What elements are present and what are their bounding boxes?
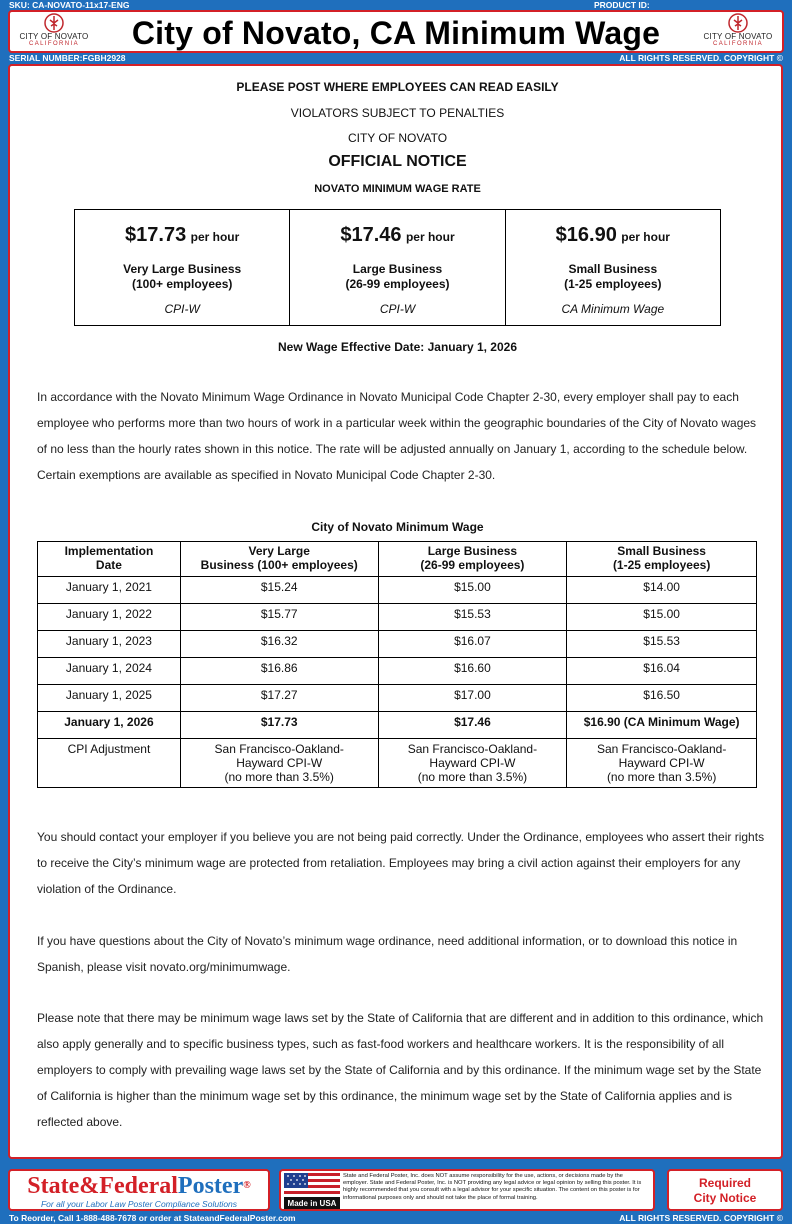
brand-reg: ® <box>243 1180 251 1191</box>
table-row-cpi <box>38 739 757 788</box>
table-cell: San Francisco-Oakland- Hayward CPI-W (no more than 3.5%) <box>567 739 757 788</box>
column-header: Large Business (26-99 employees) <box>378 542 567 577</box>
rate-amount: $17.46 <box>340 224 402 246</box>
state-law-paragraph: Please note that there may be minimum wage laws set by the State of California that are different and in addition to this ordinance, which also apply generally and to specific business types, such as fast-food workers and healthcare workers. It is the responsibility of all employers to comply with prevailing wage laws set by the State of California and by this ordinance. If the minimum wage set by the State of California is higher than the minimum wage set by this ordinance, the minimum wage set by the State of California applies and is reflected above. <box>37 1011 764 1129</box>
rate-index: CPI-W <box>379 302 416 316</box>
column-header: Small Business (1-25 employees) <box>567 542 757 577</box>
brand-state: State <box>27 1173 80 1199</box>
table-cell: January 1, 2025 <box>38 685 181 712</box>
city-seal-icon <box>728 13 748 33</box>
table-cell: San Francisco-Oakland- Hayward CPI-W (no more than 3.5%) <box>378 739 567 788</box>
table-cell: $16.07 <box>378 631 567 658</box>
rate-cell-large <box>290 210 505 325</box>
logo-city-name: CITY OF NOVATO <box>19 32 89 41</box>
table-row <box>38 685 757 712</box>
column-header: Very Large Business (100+ employees) <box>180 542 378 577</box>
rate-unit: per hour <box>621 230 670 244</box>
rate-heading: NOVATO MINIMUM WAGE RATE <box>314 183 481 195</box>
rate-tier: Large Business <box>352 262 443 276</box>
table-cell: January 1, 2026 <box>38 712 181 739</box>
table-cell: $16.32 <box>180 631 378 658</box>
table-cell: San Francisco-Oakland- Hayward CPI-W (no more than 3.5%) <box>180 739 378 788</box>
penalty-warning: VIOLATORS SUBJECT TO PENALTIES <box>290 106 505 120</box>
post-instruction: PLEASE POST WHERE EMPLOYEES CAN READ EASILY <box>236 80 559 94</box>
table-cell: $17.00 <box>378 685 567 712</box>
questions-paragraph: If you have questions about the City of Novato’s minimum wage ordinance, need additional information, or to download this notice in Spanish, please visit novato.org/minimumwage. <box>37 934 738 974</box>
rate-cell-very-large <box>75 210 290 325</box>
table-cell: $15.00 <box>378 577 567 604</box>
disclaimer-box <box>279 1169 655 1211</box>
bottom-copyright: ALL RIGHTS RESERVED. COPYRIGHT © <box>619 1213 783 1223</box>
rate-unit: per hour <box>405 230 455 244</box>
serial-number: SERIAL NUMBER:FGBH2928 <box>9 53 126 63</box>
notice-body <box>8 64 783 1159</box>
brand-poster: Poster <box>177 1173 244 1199</box>
wage-schedule-table <box>37 541 757 788</box>
table-cell: $16.60 <box>378 658 567 685</box>
required-line2: City Notice <box>693 1191 757 1205</box>
reorder-text: To Reorder, Call 1-888-488-7678 or order at StateandFederalPoster.com <box>9 1213 296 1223</box>
table-cell: $17.27 <box>180 685 378 712</box>
table-cell: $17.73 <box>180 712 378 739</box>
made-in-usa-label: Made in USA <box>287 1199 337 1208</box>
table-cell: CPI Adjustment <box>38 739 181 788</box>
disclaimer-text: State and Federal Poster, Inc. does NOT assume responsibility for the use, actions, or decisions made by the employer. State and Federal Poster, Inc. is NOT providing any legal advice or legal opinion by selling this poster. It is highly recommended that you consult with a legal advisor for your specific situation. The content on this poster is for informational purposes only and should not take the place of formal training. <box>343 1173 642 1201</box>
table-cell: $15.00 <box>567 604 757 631</box>
effective-date: New Wage Effective Date: January 1, 2026 <box>278 340 517 354</box>
table-header-row <box>38 542 757 577</box>
table-row <box>38 658 757 685</box>
table-caption: City of Novato Minimum Wage <box>311 520 484 534</box>
poster-title: City of Novato, CA Minimum Wage <box>131 15 661 51</box>
table-cell: $16.04 <box>567 658 757 685</box>
copyright-text: ALL RIGHTS RESERVED. COPYRIGHT © <box>619 53 783 63</box>
table-row <box>38 604 757 631</box>
ordinance-paragraph: In accordance with the Novato Minimum Wage Ordinance in Novato Municipal Code Chapter 2-30, every employer shall pay to each employee who performs more than two hours of work in a particular week within the geographic boundaries of the City of Novato wages of no less than the hourly rates shown in this notice. The rate will be adjusted annually on January 1, according to the schedule below. Certain exemptions are available as specified in Novato Municipal Code Chapter 2-30. <box>37 390 757 482</box>
usa-flag-icon <box>284 1173 340 1209</box>
table-cell: $15.77 <box>180 604 378 631</box>
column-header: Implementation Date <box>38 542 181 577</box>
rate-tier: Small Business <box>568 262 658 276</box>
rate-size: (1-25 employees) <box>564 277 662 291</box>
table-cell: $14.00 <box>567 577 757 604</box>
brand-amp: & <box>79 1173 100 1199</box>
table-cell: $16.50 <box>567 685 757 712</box>
table-row <box>38 631 757 658</box>
required-line1: Required <box>698 1176 751 1190</box>
brand-federal: Federal <box>99 1173 178 1199</box>
table-cell: $16.90 (CA Minimum Wage) <box>567 712 757 739</box>
table-row-current <box>38 712 757 739</box>
city-logo-right <box>696 12 780 52</box>
rate-size: (26-99 employees) <box>345 277 450 291</box>
city-logo-left <box>12 12 96 52</box>
table-row <box>38 577 757 604</box>
table-cell: January 1, 2021 <box>38 577 181 604</box>
logo-state-name: CALIFORNIA <box>28 41 79 47</box>
rate-summary-box <box>74 209 721 326</box>
logo-city-name: CITY OF NOVATO <box>703 32 773 41</box>
logo-state-name: CALIFORNIA <box>712 41 763 47</box>
table-cell: $15.24 <box>180 577 378 604</box>
serial-bar <box>0 53 792 63</box>
product-id-text: PRODUCT ID: <box>594 0 650 10</box>
top-bar <box>0 0 792 10</box>
official-notice-heading: OFFICIAL NOTICE <box>328 153 467 170</box>
city-heading: CITY OF NOVATO <box>347 131 448 145</box>
table-cell: January 1, 2023 <box>38 631 181 658</box>
table-cell: $16.86 <box>180 658 378 685</box>
brand-logo <box>8 1169 270 1211</box>
table-cell: $15.53 <box>378 604 567 631</box>
table-cell: $15.53 <box>567 631 757 658</box>
rate-index: CPI-W <box>164 302 200 316</box>
rate-amount: $16.90 <box>555 224 617 246</box>
rate-index: CA Minimum Wage <box>561 302 665 316</box>
required-notice-badge <box>667 1169 783 1211</box>
sku-text: SKU: CA-NOVATO-11x17-ENG <box>9 0 130 10</box>
poster-header <box>8 10 784 53</box>
rate-unit: per hour <box>190 230 240 244</box>
table-cell: $17.46 <box>378 712 567 739</box>
city-seal-icon <box>44 13 64 33</box>
rate-cell-small <box>506 210 720 325</box>
brand-tagline: For all your Labor Law Poster Compliance Solutions <box>40 1199 238 1209</box>
table-cell: January 1, 2024 <box>38 658 181 685</box>
rate-size: (100+ employees) <box>131 277 233 291</box>
rate-amount: $17.73 <box>125 224 187 246</box>
retaliation-paragraph: You should contact your employer if you believe you are not being paid correctly. Under the Ordinance, employees who assert their rights to receive the City’s minimum wage are protected from retaliation. Employees may bring a civil action against their employers for any violation of the Ordinance. <box>37 830 765 896</box>
table-cell: January 1, 2022 <box>38 604 181 631</box>
rate-tier: Very Large Business <box>123 262 242 276</box>
